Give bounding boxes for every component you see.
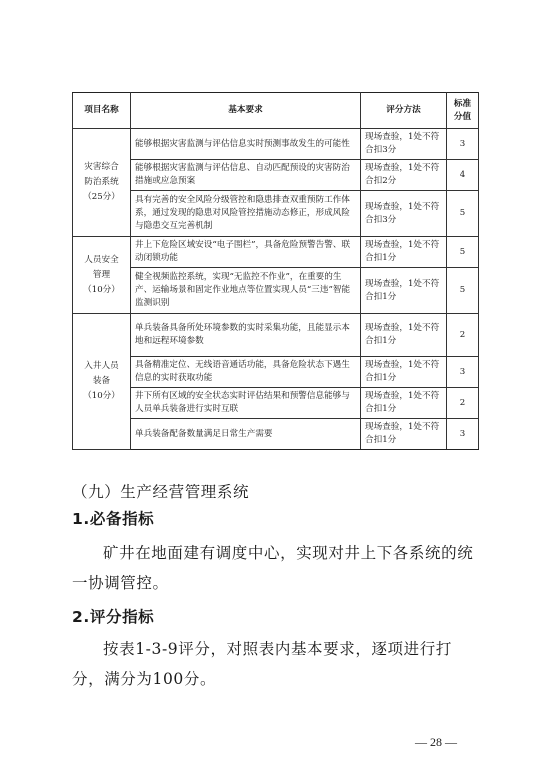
category-disaster-prevention: 灾害综合 防治系统 （25分）: [73, 129, 131, 237]
score-cell: 2: [447, 314, 479, 357]
table-row: [73, 268, 479, 314]
requirement-cell: 健全视频监控系统，实现“无监控不作业”，在重要的生产、运输场景和固定作业地点等位置实现人员“三违”智能监测识别: [131, 268, 361, 314]
method-cell: 现场查验，1处不符合扣1分: [361, 237, 447, 268]
table-row: [73, 388, 479, 419]
score-cell: 3: [447, 357, 479, 388]
method-cell: 现场查验，1处不符合扣3分: [361, 129, 447, 160]
table-row: [73, 129, 479, 160]
scoring-table: [72, 92, 479, 450]
table-row: [73, 419, 479, 450]
table-row: [73, 357, 479, 388]
requirement-cell: 井下所有区域的安全状态实时评估结果和预警信息能够与人员单兵装备进行实时互联: [131, 388, 361, 419]
table-header-row: [73, 93, 479, 129]
method-cell: 现场查验，1处不符合扣1分: [361, 419, 447, 450]
score-cell: 3: [447, 419, 479, 450]
requirement-cell: 具有完善的安全风险分级管控和隐患排查双重预防工作体系，通过发现的隐患对风险管控措施动态修正，形成风险与隐患交互完善机制: [131, 191, 361, 237]
score-cell: 5: [447, 268, 479, 314]
category-personnel-safety: 人员安全 管理 （10分）: [73, 237, 131, 314]
header-scoring-method: 评分方法: [361, 93, 447, 129]
table-row: [73, 160, 479, 191]
requirement-cell: 具备精准定位、无线语音通话功能，具备危险状态下遇生信息的实时获取功能: [131, 357, 361, 388]
method-cell: 现场查验，1处不符合扣1分: [361, 388, 447, 419]
table-row: [73, 314, 479, 357]
score-cell: 4: [447, 160, 479, 191]
section-title: （九）生产经营管理系统: [72, 483, 250, 501]
score-cell: 3: [447, 129, 479, 160]
page-number: — 28 —: [415, 735, 457, 749]
method-cell: 现场查验，1处不符合扣1分: [361, 357, 447, 388]
score-cell: 5: [447, 191, 479, 237]
method-cell: 现场查验，1处不符合扣2分: [361, 160, 447, 191]
subheading-required-indicators: 1.必备指标: [72, 510, 155, 528]
table-row: [73, 237, 479, 268]
category-underground-equipment: 入井人员 装备 （10分）: [73, 314, 131, 450]
requirement-cell: 井上下危险区域安设“电子围栏”，具备危险预警告警、联动闭锁功能: [131, 237, 361, 268]
method-cell: 现场查验，1处不符合扣1分: [361, 314, 447, 357]
method-cell: 现场查验，1处不符合扣1分: [361, 268, 447, 314]
paragraph-scoring-rule: 按表1-3-9评分，对照表内基本要求，逐项进行打分，满分为100分。: [72, 640, 452, 688]
header-item-name: 项目名称: [73, 93, 131, 129]
header-standard-score: 标准 分值: [447, 93, 479, 129]
method-cell: 现场查验，1处不符合扣3分: [361, 191, 447, 237]
header-basic-requirement: 基本要求: [131, 93, 361, 129]
paragraph-dispatch-center: 矿井在地面建有调度中心，实现对井上下各系统的统一协调管控。: [72, 544, 474, 592]
score-cell: 5: [447, 237, 479, 268]
requirement-cell: 单兵装备配备数量满足日常生产需要: [131, 419, 361, 450]
requirement-cell: 单兵装备具备所处环境参数的实时采集功能，且能显示本地和远程环境参数: [131, 314, 361, 357]
requirement-cell: 能够根据灾害监测与评估信息实时预测事故发生的可能性: [131, 129, 361, 160]
score-cell: 2: [447, 388, 479, 419]
requirement-cell: 能够根据灾害监测与评估信息、自动匹配预设的灾害防治措施或应急预案: [131, 160, 361, 191]
table-row: [73, 191, 479, 237]
subheading-scoring-indicators: 2.评分指标: [72, 608, 155, 626]
